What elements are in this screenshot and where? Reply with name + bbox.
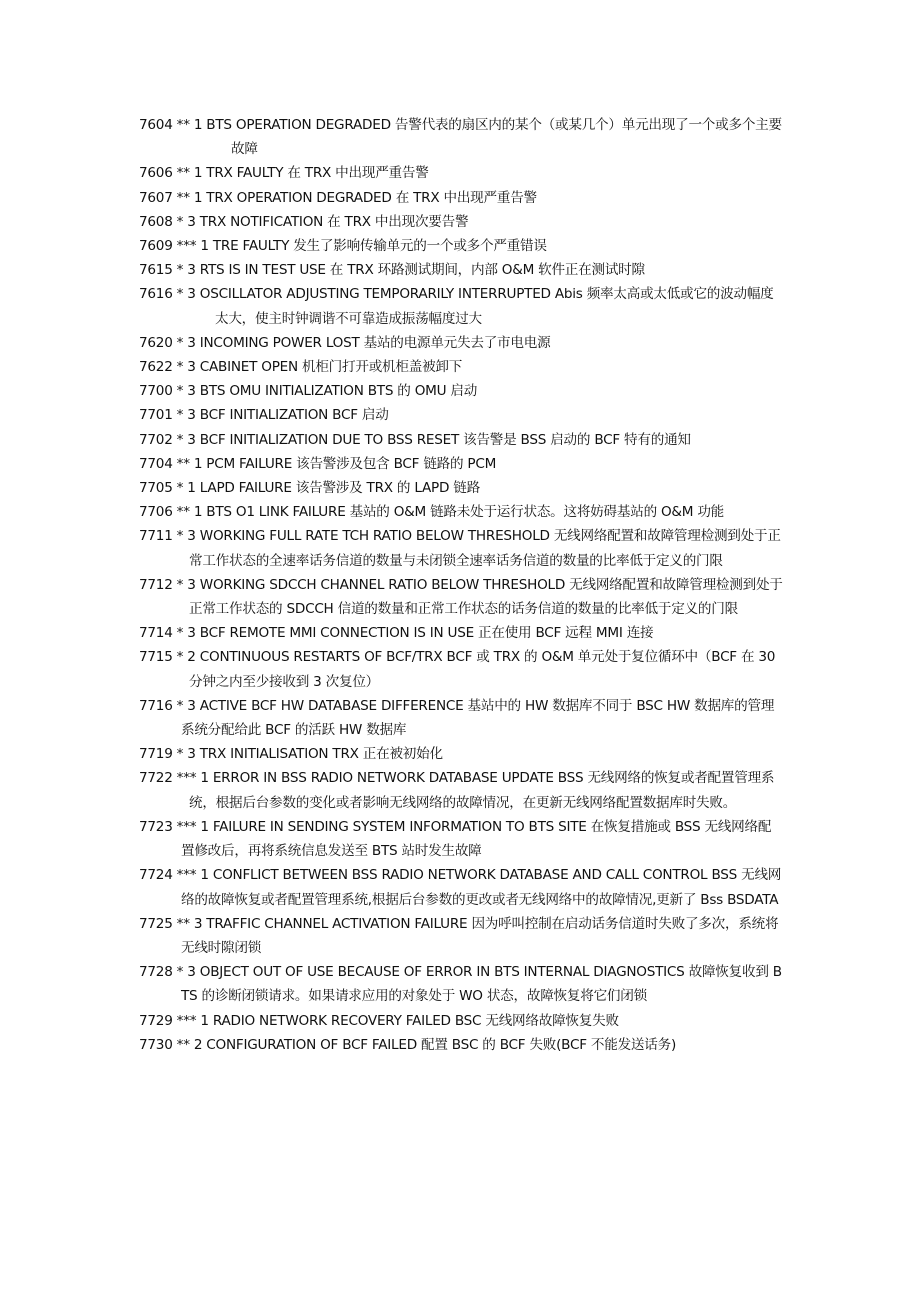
alarm-entry-7711: 7711 * 3 WORKING FULL RATE TCH RATIO BELOW THRESHOLD 无线网络配置和故障管理检测到处于正常工作状态的全速率话务信道的数量与未闭锁全速率话务信道的数量的比率低于定义的门限 xyxy=(139,528,781,569)
alarm-entry-7723: 7723 *** 1 FAILURE IN SENDING SYSTEM INFORMATION TO BTS SITE 在恢复措施或 BSS 无线网络配置修改后，再将系统信息发送至 BTS 站时发生故障 xyxy=(139,818,772,860)
alarm-entry-7700: 7700 * 3 BTS OMU INITIALIZATION BTS 的 OMU 启动 xyxy=(139,383,478,400)
alarm-entry-7702: 7702 * 3 BCF INITIALIZATION DUE TO BSS RESET 该告警是 BSS 启动的 BCF 特有的通知 xyxy=(139,431,691,448)
alarm-entry-7724: 7724 *** 1 CONFLICT BETWEEN BSS RADIO NETWORK DATABASE AND CALL CONTROL BSS 无线网络的故障恢复或者配置管理系统,根据后台参数的更改或者无线网络中的故障情况,更新了 Bss BSDATA xyxy=(139,867,782,908)
alarm-entry-7701: 7701 * 3 BCF INITIALIZATION BCF 启动 xyxy=(139,407,389,424)
alarm-entry-7705: 7705 * 1 LAPD FAILURE 该告警涉及 TRX 的 LAPD 链路 xyxy=(139,480,480,497)
alarm-entry-7722: 7722 *** 1 ERROR IN BSS RADIO NETWORK DATABASE UPDATE BSS 无线网络的恢复或者配置管理系统，根据后台参数的变化或者影响无线网络的故障情况，在更新无线网络配置数据库时失败。 xyxy=(139,770,775,811)
alarm-entry-7706: 7706 ** 1 BTS O1 LINK FAILURE 基站的 O&M 链路未处于运行状态。这将妨碍基站的 O&M 功能 xyxy=(139,504,725,521)
alarm-entry-7616: 7616 * 3 OSCILLATOR ADJUSTING TEMPORARILY INTERRUPTED Abis 频率太高或太低或它的波动幅度太大，使主时钟调谐不可靠造成振荡幅度过大 xyxy=(139,286,774,327)
alarm-entry-7620: 7620 * 3 INCOMING POWER LOST 基站的电源单元失去了市电电源 xyxy=(139,334,551,351)
alarm-entry-7608: 7608 * 3 TRX NOTIFICATION 在 TRX 中出现次要告警 xyxy=(139,213,469,230)
alarm-entry-7615: 7615 * 3 RTS IS IN TEST USE 在 TRX 环路测试期间，内部 O&M 软件正在测试时隙 xyxy=(139,262,645,279)
alarm-entry-7609: 7609 *** 1 TRE FAULTY 发生了影响传输单元的一个或多个严重错误 xyxy=(139,238,547,255)
alarm-entry-7715: 7715 * 2 CONTINUOUS RESTARTS OF BCF/TRX BCF 或 TRX 的 O&M 单元处于复位循环中（BCF 在 30 分钟之内至少接收到 3 次复位） xyxy=(139,649,776,690)
alarm-entry-7730: 7730 ** 2 CONFIGURATION OF BCF FAILED 配置 BSC 的 BCF 失败(BCF 不能发送话务) xyxy=(139,1036,676,1053)
alarm-entry-7712: 7712 * 3 WORKING SDCCH CHANNEL RATIO BELOW THRESHOLD 无线网络配置和故障管理检测到处于正常工作状态的 SDCCH 信道的数量和正常工作状态的话务信道的数量的比率低于定义的门限 xyxy=(139,576,783,618)
alarm-entry-7607: 7607 ** 1 TRX OPERATION DEGRADED 在 TRX 中出现严重告警 xyxy=(139,189,537,206)
alarm-entry-7704: 7704 ** 1 PCM FAILURE 该告警涉及包含 BCF 链路的 PCM xyxy=(139,455,497,472)
alarm-entry-7716: 7716 * 3 ACTIVE BCF HW DATABASE DIFFERENCE 基站中的 HW 数据库不同于 BSC HW 数据库的管理系统分配给此 BCF 的活跃 HW 数据库 xyxy=(139,697,775,739)
alarm-entry-7714: 7714 * 3 BCF REMOTE MMI CONNECTION IS IN USE 正在使用 BCF 远程 MMI 连接 xyxy=(139,625,654,642)
alarm-entry-7725: 7725 ** 3 TRAFFIC CHANNEL ACTIVATION FAILURE 因为呼叫控制在启动话务信道时失败了多次，系统将无线时隙闭锁 xyxy=(139,915,779,956)
alarm-entry-7729: 7729 *** 1 RADIO NETWORK RECOVERY FAILED BSC 无线网络故障恢复失败 xyxy=(139,1012,619,1029)
alarm-entry-7606: 7606 ** 1 TRX FAULTY 在 TRX 中出现严重告警 xyxy=(139,165,429,182)
alarm-entry-7728: 7728 * 3 OBJECT OUT OF USE BECAUSE OF ERROR IN BTS INTERNAL DIAGNOSTICS 故障恢复收到 BTS 的诊断闭锁请求。如果请求应用的对象处于 WO 状态，故障恢复将它们闭锁 xyxy=(139,964,782,1005)
alarm-entry-7622: 7622 * 3 CABINET OPEN 机柜门打开或机柜盖被卸下 xyxy=(139,359,463,376)
alarm-list xyxy=(139,113,784,1057)
alarm-entry-7719: 7719 * 3 TRX INITIALISATION TRX 正在被初始化 xyxy=(139,746,443,763)
alarm-entry-7604: 7604 ** 1 BTS OPERATION DEGRADED 告警代表的扇区内的某个（或某几个）单元出现了一个或多个主要故障 xyxy=(139,117,782,158)
